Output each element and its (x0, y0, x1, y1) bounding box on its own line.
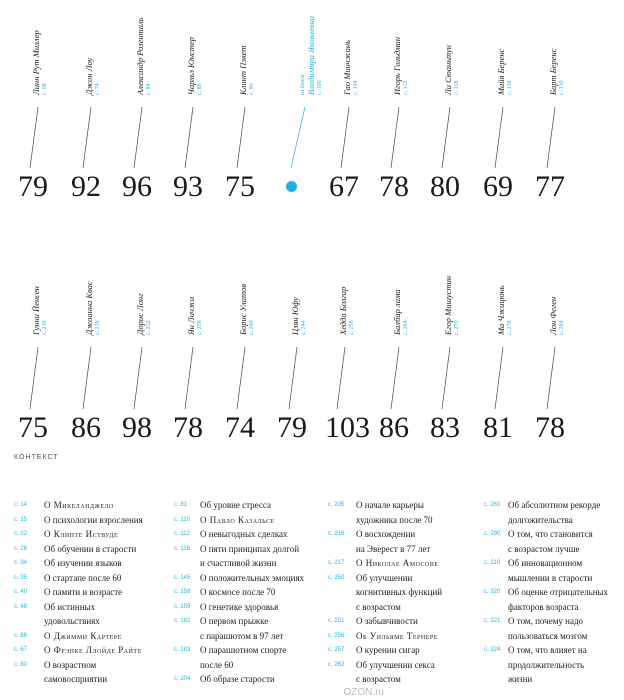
person-name: Ян Личжи (186, 296, 196, 335)
person-label (291, 297, 308, 335)
context-text: Об обучении в старости (44, 543, 137, 554)
age-number: 86 (71, 411, 101, 444)
portraits-row-1 (0, 0, 624, 210)
context-entry[interactable] (14, 556, 162, 571)
page-ref[interactable]: с. 244 (301, 320, 307, 335)
page-ref[interactable]: с. 22 (14, 531, 28, 537)
age-number: 74 (225, 411, 255, 444)
leader-line (547, 107, 555, 168)
watermark: OZON.ru (343, 687, 384, 698)
person-label (549, 49, 566, 95)
context-text: О космосе после 70 (200, 587, 276, 597)
context-text: О невыгодных сделках (200, 529, 288, 539)
page-ref[interactable]: с. 116 (174, 545, 190, 552)
page-ref[interactable]: с. 278 (507, 320, 513, 335)
context-text: Об абсолютном рекорде (508, 500, 601, 510)
page-ref[interactable]: с. 84 (146, 83, 152, 95)
context-text: О том, что влияет на (508, 645, 587, 655)
context-entry[interactable] (484, 527, 618, 542)
person-label (187, 37, 204, 95)
person-name: Борис Улатов (238, 283, 248, 335)
person-name: Дорис Лонг (135, 293, 145, 335)
context-text: О том, что становится (508, 529, 593, 539)
page-ref[interactable]: с. 216 (328, 531, 345, 537)
person-label (136, 293, 153, 335)
context-column (14, 498, 162, 687)
context-entry[interactable] (328, 571, 476, 586)
context-entry[interactable] (484, 614, 618, 629)
page-ref[interactable]: с. 257 (328, 647, 345, 653)
context-entry[interactable] (14, 672, 162, 687)
page-ref[interactable]: с. 118 (454, 80, 460, 95)
age-number: 103 (325, 411, 370, 444)
page-ref[interactable]: с. 262 (328, 661, 345, 668)
age-number: 78 (173, 411, 203, 444)
leader-line (30, 347, 38, 409)
age-number: 79 (277, 411, 307, 444)
page-ref[interactable]: с. 232 (146, 320, 152, 335)
age-number: 69 (483, 170, 513, 203)
context-entry[interactable] (174, 498, 322, 513)
person-label (497, 49, 514, 95)
page-ref[interactable]: с. 14 (14, 502, 28, 508)
context-text: Об уровне стресса (200, 500, 271, 510)
person-label (136, 17, 153, 95)
person-label (239, 45, 256, 95)
page-ref[interactable]: с. 240 (249, 320, 255, 335)
context-entry[interactable] (328, 513, 476, 528)
age-number: 67 (329, 170, 359, 203)
context-entry[interactable] (328, 527, 476, 542)
context-text: Об оценке отрицательных (508, 587, 609, 597)
page-ref[interactable]: с. 104 (353, 80, 359, 95)
page-ref[interactable]: с. 159 (174, 603, 191, 610)
context-entry[interactable] (484, 556, 618, 571)
page-ref[interactable]: с. 310 (484, 560, 501, 566)
portraits-row-2 (0, 255, 624, 450)
page-ref[interactable]: с. 80 (14, 661, 28, 668)
context-entry[interactable] (328, 658, 476, 673)
person-name: Джон Лоу (84, 57, 94, 95)
context-text: О парашютном спорте (200, 645, 287, 655)
context-column (328, 498, 476, 687)
age-number: 96 (122, 170, 152, 203)
context-entry[interactable] (174, 658, 322, 673)
context-text: с парашютом в 97 лет (200, 630, 284, 641)
leader-line (83, 347, 91, 409)
age-number: 80 (430, 170, 460, 203)
person-name: Балбар лама (392, 289, 402, 335)
context-text: Об образе старости (200, 674, 275, 684)
person-label (549, 297, 566, 335)
age-number: 79 (18, 170, 48, 203)
person-label (239, 284, 256, 335)
context-text: О восхождении (356, 529, 416, 539)
page-ref[interactable]: с. 88 (197, 83, 203, 95)
leader-line (83, 107, 91, 168)
page-ref[interactable]: с. 258 (349, 320, 355, 335)
context-entry[interactable] (484, 498, 618, 513)
context-entry[interactable] (14, 614, 162, 629)
context-text: О Микеланджело (44, 500, 114, 510)
page-ref[interactable]: с. 15 (14, 516, 28, 523)
context-text: удовольствиях (44, 616, 100, 626)
leader-line (495, 347, 503, 409)
context-column (484, 498, 618, 687)
context-entry[interactable] (14, 527, 162, 542)
page-ref[interactable]: с. 217 (328, 560, 345, 566)
context-entry[interactable] (14, 498, 162, 513)
context-text: О положительных эмоциях (200, 572, 305, 583)
context-entry[interactable] (484, 672, 618, 687)
person-name: Игорь Гольдман (392, 36, 402, 95)
context-text: с возрастом (356, 674, 401, 684)
page-ref[interactable]: с. 100 (317, 80, 323, 95)
page-ref[interactable]: с. 250 (328, 574, 345, 581)
context-text: О начале карьеры (356, 500, 424, 510)
page-ref[interactable]: с. 130 (559, 80, 565, 95)
leader-line (185, 347, 193, 409)
context-entry[interactable] (484, 542, 618, 557)
leader-line (289, 347, 297, 409)
person-label (32, 286, 49, 335)
context-entry[interactable] (328, 600, 476, 615)
page-ref[interactable]: с. 158 (174, 589, 191, 595)
age-number: 77 (535, 170, 565, 203)
page-ref[interactable]: с. 182 (174, 618, 191, 624)
person-name: Джоанна Квас (84, 281, 94, 335)
context-text: художника после 70 (356, 514, 433, 525)
age-number: 86 (379, 411, 409, 444)
context-text: О Николае Амосове (356, 558, 439, 568)
context-text: Об инновационном (508, 558, 583, 568)
context-entry[interactable] (328, 556, 476, 571)
page-ref[interactable]: с. 324 (484, 647, 501, 653)
context-entry[interactable] (14, 585, 162, 600)
context-text: с возрастом (356, 601, 401, 612)
page-ref[interactable]: с. 112 (174, 531, 190, 537)
context-text: О Фрэнке Ллойде Райте (44, 645, 142, 655)
context-text: Об улучшении (356, 572, 413, 583)
leader-line (547, 347, 555, 409)
leader-line (391, 107, 399, 168)
page-ref[interactable]: с. 210 (42, 320, 48, 335)
page-ref[interactable]: с. 256 (328, 632, 345, 639)
context-entry[interactable] (174, 571, 322, 586)
context-text: долгожительства (508, 514, 573, 525)
leader-line (291, 107, 305, 168)
leader-line (185, 107, 193, 168)
person-name: Лон Феген (548, 296, 558, 335)
person-name: Барт Беренс (548, 48, 558, 95)
leader-line (442, 107, 450, 168)
page-ref[interactable]: с. 130 (507, 80, 513, 95)
context-entry[interactable] (174, 629, 322, 644)
page-ref[interactable]: с. 68 (42, 83, 48, 95)
person-label (85, 281, 102, 335)
age-number: 92 (71, 170, 101, 203)
person-label (393, 37, 410, 95)
page-ref[interactable]: с. 74 (95, 83, 101, 95)
context-entry[interactable] (174, 542, 322, 557)
context-text: факторов возраста (508, 601, 579, 612)
context-text: О Джимми Картере (44, 630, 122, 641)
person-name: Гунни Йенсен (31, 286, 41, 335)
context-text: и счастливой жизни (200, 558, 277, 568)
page-ref[interactable]: с. 112 (403, 80, 409, 95)
page-ref[interactable]: с. 236 (197, 320, 203, 335)
context-entry[interactable] (484, 585, 618, 600)
context-text: О психологии взросления (44, 514, 143, 525)
person-label (299, 16, 324, 95)
page-ref[interactable]: с. 81 (174, 502, 188, 508)
page-ref[interactable]: с. 263 (484, 502, 501, 508)
context-text: когнитивных функций (356, 587, 443, 597)
person-name: Клинт Пэкет (238, 45, 248, 95)
context-entry[interactable] (484, 513, 618, 528)
age-number: 98 (122, 411, 152, 444)
context-column (174, 498, 322, 687)
page-ref[interactable]: с. 205 (328, 502, 345, 508)
page-ref[interactable]: с. 34 (14, 560, 28, 566)
age-number: 83 (430, 411, 460, 444)
person-label (32, 30, 49, 95)
context-entry[interactable] (14, 643, 162, 658)
person-label (339, 287, 356, 335)
context-text: Об истинных (44, 601, 96, 612)
page-ref[interactable]: с. 26 (14, 545, 28, 552)
context-text: самовосприятии (44, 674, 108, 684)
context-text: после 60 (200, 659, 234, 670)
leader-line (341, 107, 349, 168)
person-label (85, 58, 102, 95)
page-ref[interactable]: с. 67 (14, 647, 28, 653)
person-label (393, 289, 410, 335)
person-label (444, 276, 461, 335)
context-text: пользоваться мозгом (508, 630, 588, 641)
context-text: с возрастом лучше (508, 543, 580, 554)
person-name: Чарльз Юнстер (186, 37, 196, 95)
person-label (444, 45, 461, 95)
person-name: Владимира Яковлевна (306, 15, 316, 95)
person-name: Ма Чжицюнь (496, 285, 506, 335)
person-label (343, 40, 360, 95)
context-entry[interactable] (174, 614, 322, 629)
context-entry[interactable] (484, 629, 618, 644)
context-text: Об Уильяме Тернере (356, 630, 438, 641)
page-ref[interactable]: с. 40 (14, 589, 28, 595)
person-name: Гао Минчжань (342, 40, 352, 95)
age-number: 75 (225, 170, 255, 203)
context-text: на Эверест в 77 лет (356, 543, 431, 554)
context-text: О стартапе после 60 (44, 572, 122, 583)
context-text: О первом прыжке (200, 616, 269, 626)
person-label (187, 297, 204, 335)
context-entry[interactable] (14, 513, 162, 528)
context-entry[interactable] (328, 672, 476, 687)
context-text: О возрастном (44, 659, 97, 670)
age-number: 81 (483, 411, 513, 444)
context-entry[interactable] (14, 600, 162, 615)
context-entry[interactable] (484, 600, 618, 615)
age-number: 75 (18, 411, 48, 444)
leader-line (30, 107, 38, 168)
context-text: продолжительность (508, 659, 585, 670)
context-text: О пяти принципах долгой (200, 543, 300, 554)
context-entry[interactable] (174, 672, 322, 687)
page-ref[interactable]: с. 35 (14, 574, 28, 581)
context-entry[interactable] (174, 527, 322, 542)
context-entry[interactable] (174, 513, 322, 528)
page-ref[interactable]: с. 270 (454, 320, 460, 335)
person-name: Александр Розенталь (135, 17, 145, 95)
page-ref[interactable]: с. 66 (14, 632, 28, 639)
context-entry[interactable] (328, 498, 476, 513)
context-entry[interactable] (484, 658, 618, 673)
leader-line (495, 107, 503, 168)
leader-line (391, 347, 399, 409)
leader-line (237, 107, 245, 168)
page-ref[interactable]: с. 320 (484, 589, 501, 595)
context-entry[interactable] (174, 585, 322, 600)
page-ref[interactable]: с. 183 (174, 647, 191, 653)
leader-line (134, 107, 142, 168)
page-ref[interactable]: с. 145 (174, 574, 191, 581)
context-text: жизни (508, 674, 533, 684)
leader-line (237, 347, 245, 409)
context-text: О Клинте Иствуде (44, 529, 119, 539)
person-label (497, 285, 514, 335)
context-entry[interactable] (14, 571, 162, 586)
context-entry[interactable] (174, 600, 322, 615)
context-entry[interactable] (328, 542, 476, 557)
age-number: 78 (535, 411, 565, 444)
context-entry[interactable] (328, 643, 476, 658)
context-entry[interactable] (174, 556, 322, 571)
context-entry[interactable] (484, 643, 618, 658)
age-number: 93 (173, 170, 203, 203)
page-ref[interactable]: с. 110 (174, 516, 190, 523)
context-entry[interactable] (328, 614, 476, 629)
context-entry[interactable] (174, 643, 322, 658)
context-entry[interactable] (328, 629, 476, 644)
page-ref[interactable]: с. 290 (484, 531, 501, 537)
context-heading: КОНТЕКСТ (14, 454, 59, 461)
context-entry[interactable] (14, 629, 162, 644)
context-text: О генетике здоровья (200, 601, 279, 612)
person-name: Майя Беренс (496, 48, 506, 95)
context-text: О памяти и возрасте (44, 587, 123, 597)
page-ref[interactable]: с. 251 (328, 618, 345, 624)
context-text: О Павло Казальсе (200, 514, 275, 525)
context-text: мышлении в старости (508, 572, 593, 583)
blog-label: из блога (300, 74, 306, 95)
page-ref[interactable]: с. 204 (174, 676, 191, 682)
page-ref[interactable]: с. 48 (14, 603, 28, 610)
blog-dot (286, 181, 297, 192)
context-text: Об улучшении секса (356, 659, 435, 670)
context-entry[interactable] (328, 585, 476, 600)
context-entry[interactable] (14, 658, 162, 673)
leader-line (442, 347, 450, 409)
person-name: Хедда Болгар (338, 286, 348, 335)
page-ref[interactable]: с. 218 (95, 320, 101, 335)
context-text: О забывчивости (356, 616, 418, 626)
person-name: Ли Сюаньтун (443, 45, 453, 95)
person-name: Егор Мишустин (443, 275, 453, 335)
leader-line (134, 347, 142, 409)
page-ref[interactable]: с. 96 (249, 83, 255, 95)
page-ref[interactable]: с. 321 (484, 618, 501, 624)
context-text: О том, почему надо (508, 616, 584, 626)
page-ref[interactable]: с. 284 (559, 320, 565, 335)
person-name: Цзян Юфу (290, 296, 300, 335)
context-text: О курении сигар (356, 645, 420, 655)
context-text: Об изучении языков (44, 558, 122, 568)
leader-line (337, 347, 345, 409)
page-ref[interactable]: с. 264 (403, 320, 409, 335)
person-name: Линн Рут Миллер (31, 30, 41, 95)
age-number: 78 (379, 170, 409, 203)
context-entry[interactable] (484, 571, 618, 586)
context-entry[interactable] (14, 542, 162, 557)
